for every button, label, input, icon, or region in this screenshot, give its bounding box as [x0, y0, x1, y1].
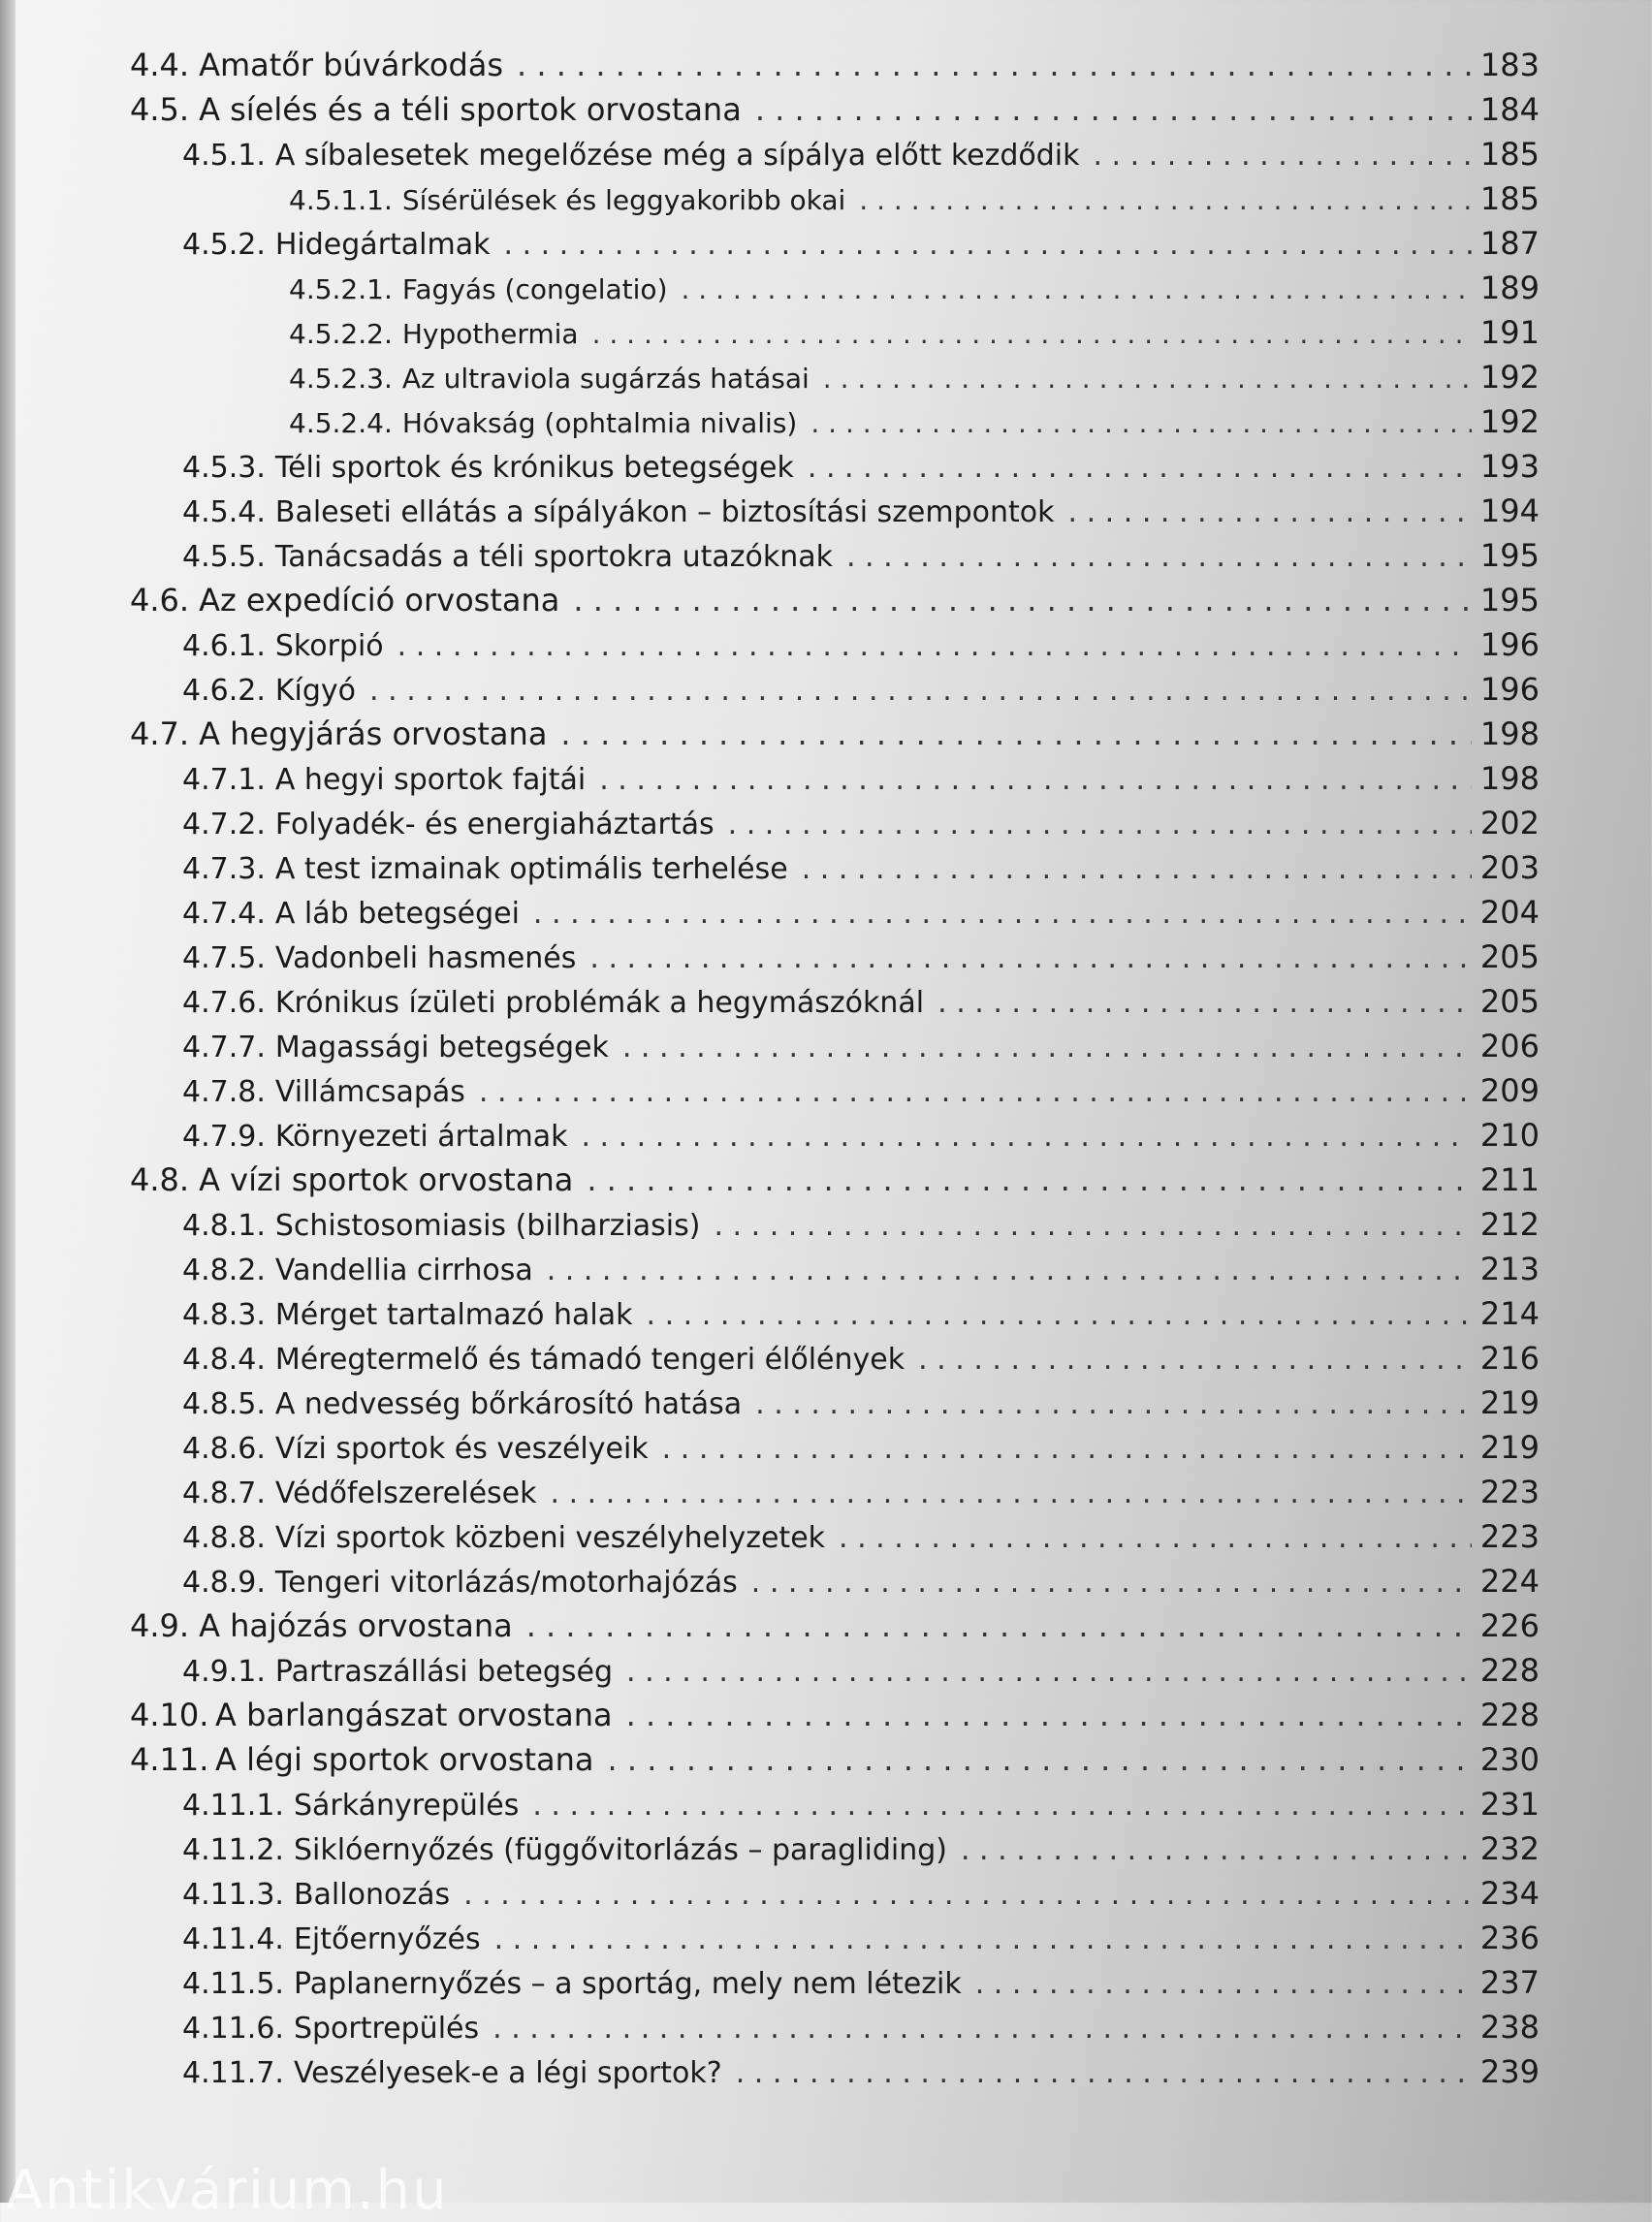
toc-entry	[0, 890, 1652, 935]
toc-entry-page: 232	[1479, 1830, 1540, 1867]
dot-leader	[463, 1878, 1472, 1912]
toc-entry	[0, 845, 1652, 890]
toc-entry-title: Siklóernyőzés (függővitorlázás – paragliding)	[293, 1833, 947, 1867]
toc-entry-number: 4.5.2.2.	[289, 318, 393, 350]
toc-entry-title: Baleseti ellátás a sípályákon – biztosítási szempontok	[274, 495, 1055, 529]
dot-leader	[526, 1607, 1472, 1644]
toc-entry-page: 210	[1479, 1117, 1540, 1154]
toc-entry-title: Magassági betegségek	[274, 1031, 609, 1064]
dot-leader	[626, 1697, 1472, 1733]
toc-entry-title: Téli sportok és krónikus betegségek	[274, 451, 794, 485]
dot-leader	[479, 1075, 1472, 1109]
toc-entry-page: 204	[1479, 894, 1540, 931]
toc-entry-number: 4.11.	[130, 1741, 209, 1778]
dot-leader	[755, 1387, 1472, 1421]
toc-entry	[0, 1291, 1652, 1336]
toc-entry-page: 185	[1479, 180, 1540, 217]
toc-entry-number: 4.5.1.	[182, 139, 266, 173]
toc-entry-page: 203	[1479, 849, 1540, 886]
toc-entry-title: A láb betegségei	[274, 897, 520, 931]
watermark-text: Antikvárium.hu	[6, 2159, 449, 2222]
dot-leader	[397, 629, 1472, 663]
dot-leader	[802, 852, 1472, 886]
toc-entry-number: 4.6.	[130, 582, 190, 619]
toc-entry-title: Hóvakság (ophtalmia nivalis)	[401, 407, 798, 439]
toc-entry-title: Méregtermelő és támadó tengeri élőlények	[274, 1343, 905, 1377]
dot-leader	[504, 228, 1473, 262]
toc-entry-page: 191	[1479, 314, 1540, 351]
toc-entry-number: 4.8.4.	[182, 1343, 266, 1377]
toc-entry-number: 4.11.7.	[182, 2056, 284, 2090]
toc-entry	[0, 266, 1652, 310]
toc-entry-page: 237	[1479, 1964, 1540, 2001]
dot-leader	[714, 1209, 1472, 1243]
dot-leader	[839, 1521, 1472, 1555]
toc-entry-title: A test izmainak optimális terhelése	[274, 852, 788, 886]
dot-leader	[533, 897, 1472, 931]
toc-entry-title: A hegyjárás orvostana	[199, 715, 548, 752]
toc-entry-title: A vízi sportok orvostana	[199, 1161, 574, 1198]
toc-entry	[0, 310, 1652, 355]
toc-entry-page: 219	[1479, 1384, 1540, 1421]
dot-leader	[587, 1161, 1472, 1198]
dot-leader	[918, 1343, 1472, 1377]
toc-entry-number: 4.11.6.	[182, 2012, 284, 2046]
toc-entry-number: 4.7.6.	[182, 986, 266, 1020]
dot-leader	[547, 1254, 1472, 1287]
toc-entry	[0, 1068, 1652, 1113]
toc-entry-page: 205	[1479, 983, 1540, 1020]
toc-entry	[0, 667, 1652, 712]
toc-entry	[0, 1737, 1652, 1782]
toc-entry-page: 198	[1479, 760, 1540, 797]
table-of-contents	[0, 43, 1652, 2094]
toc-entry-title: Az ultraviola sugárzás hatásai	[401, 363, 810, 395]
toc-entry	[0, 1158, 1652, 1202]
toc-entry-page: 183	[1479, 47, 1540, 83]
toc-entry-title: Kígyó	[274, 674, 357, 708]
dot-leader	[581, 1120, 1472, 1154]
toc-entry-number: 4.11.5.	[182, 1967, 284, 2001]
toc-entry	[0, 43, 1652, 87]
toc-entry	[0, 1826, 1652, 1871]
toc-entry	[0, 1336, 1652, 1381]
toc-entry-page: 214	[1479, 1295, 1540, 1332]
toc-entry-page: 239	[1479, 2053, 1540, 2090]
toc-entry-title: Tanácsadás a téli sportokra utazóknak	[274, 540, 833, 574]
dot-leader	[592, 318, 1472, 350]
toc-entry	[0, 622, 1652, 667]
toc-entry-title: Vadonbeli hasmenés	[274, 941, 577, 975]
toc-entry	[0, 935, 1652, 979]
toc-entry-page: 192	[1479, 359, 1540, 396]
toc-entry-page: 185	[1479, 136, 1540, 173]
toc-entry-title: Skorpió	[274, 629, 384, 663]
toc-entry	[0, 1782, 1652, 1826]
dot-leader	[494, 1922, 1472, 1956]
dot-leader	[937, 986, 1472, 1020]
toc-entry-number: 4.5.5.	[182, 540, 266, 574]
toc-entry-number: 4.8.	[130, 1161, 190, 1198]
toc-entry-number: 4.7.3.	[182, 852, 266, 886]
toc-entry-number: 4.7.5.	[182, 941, 266, 975]
dot-leader	[859, 184, 1472, 216]
dot-leader	[846, 540, 1472, 574]
dot-leader	[573, 582, 1472, 619]
toc-entry-title: Sárkányrepülés	[293, 1789, 520, 1823]
toc-entry-title: A hegyi sportok fajtái	[274, 763, 587, 797]
dot-leader	[599, 763, 1472, 797]
toc-entry-number: 4.8.6.	[182, 1432, 266, 1466]
dot-leader	[589, 941, 1472, 975]
toc-entry-page: 226	[1479, 1607, 1540, 1644]
toc-entry-title: Ejtőernyőzés	[293, 1922, 481, 1956]
toc-entry-page: 228	[1479, 1652, 1540, 1689]
toc-entry	[0, 712, 1652, 756]
toc-entry-number: 4.7.2.	[182, 808, 266, 841]
toc-entry-page: 234	[1479, 1875, 1540, 1912]
toc-entry-number: 4.9.1.	[182, 1655, 266, 1689]
toc-entry	[0, 1247, 1652, 1291]
toc-entry-title: Környezeti ártalmak	[274, 1120, 568, 1154]
toc-entry-title: A barlangászat orvostana	[215, 1697, 613, 1733]
toc-entry-page: 238	[1479, 2009, 1540, 2046]
toc-entry-page: 206	[1479, 1028, 1540, 1064]
toc-entry	[0, 355, 1652, 399]
toc-entry-number: 4.9.	[130, 1607, 190, 1644]
toc-entry	[0, 1603, 1652, 1648]
toc-entry-number: 4.5.1.1.	[289, 184, 393, 216]
toc-entry-page: 196	[1479, 626, 1540, 663]
toc-entry-title: Sísérülések és leggyakoribb okai	[401, 184, 846, 216]
toc-entry-title: Védőfelszerelések	[274, 1476, 537, 1510]
toc-entry	[0, 489, 1652, 533]
toc-entry	[0, 578, 1652, 622]
toc-entry	[0, 221, 1652, 266]
toc-entry-number: 4.11.3.	[182, 1878, 284, 1912]
toc-entry-number: 4.7.9.	[182, 1120, 266, 1154]
dot-leader	[662, 1432, 1472, 1466]
toc-entry-page: 224	[1479, 1563, 1540, 1600]
toc-entry-number: 4.5.3.	[182, 451, 266, 485]
toc-entry-page: 198	[1479, 715, 1540, 752]
dot-leader	[532, 1789, 1472, 1823]
toc-entry	[0, 1916, 1652, 1960]
toc-entry-page: 209	[1479, 1072, 1540, 1109]
toc-entry-number: 4.4.	[130, 47, 190, 83]
toc-entry-page: 205	[1479, 938, 1540, 975]
toc-entry-number: 4.11.4.	[182, 1922, 284, 1956]
toc-entry-page: 231	[1479, 1786, 1540, 1823]
toc-entry-number: 4.5.2.1.	[289, 273, 393, 305]
toc-entry	[0, 979, 1652, 1024]
dot-leader	[1068, 495, 1472, 529]
toc-entry-title: A síbalesetek megelőzése még a sípálya előtt kezdődik	[274, 139, 1080, 173]
toc-entry-number: 4.5.	[130, 91, 190, 128]
toc-entry-page: 230	[1479, 1741, 1540, 1778]
toc-entry-title: Ballonozás	[293, 1878, 451, 1912]
toc-entry-title: Mérget tartalmazó halak	[274, 1298, 633, 1332]
toc-entry-title: Schistosomiasis (bilharziasis)	[274, 1209, 701, 1243]
toc-entry-page: 236	[1479, 1920, 1540, 1956]
toc-entry-title: Krónikus ízületi problémák a hegymászóknál	[274, 986, 925, 1020]
toc-entry-page: 195	[1479, 582, 1540, 619]
toc-entry-number: 4.5.2.	[182, 228, 266, 262]
toc-entry-title: Hidegártalmak	[274, 228, 491, 262]
toc-entry-number: 4.7.1.	[182, 763, 266, 797]
toc-entry-number: 4.6.1.	[182, 629, 266, 663]
dot-leader	[517, 47, 1472, 83]
toc-entry-number: 4.8.1.	[182, 1209, 266, 1243]
toc-entry-number: 4.5.2.3.	[289, 363, 393, 395]
toc-entry-title: A síelés és a téli sportok orvostana	[199, 91, 742, 128]
toc-entry-number: 4.5.4.	[182, 495, 266, 529]
toc-entry-page: 219	[1479, 1429, 1540, 1466]
toc-entry	[0, 1024, 1652, 1068]
toc-entry-title: Veszélyesek-e a légi sportok?	[293, 2056, 722, 2090]
toc-entry-number: 4.7.	[130, 715, 190, 752]
toc-entry	[0, 1202, 1652, 1247]
toc-entry	[0, 399, 1652, 444]
toc-entry	[0, 2005, 1652, 2049]
toc-entry-number: 4.8.8.	[182, 1521, 266, 1555]
toc-entry-number: 4.5.2.4.	[289, 407, 393, 439]
toc-entry-page: 223	[1479, 1474, 1540, 1510]
toc-entry-number: 4.7.8.	[182, 1075, 266, 1109]
toc-entry-number: 4.11.2.	[182, 1833, 284, 1867]
toc-entry-title: Paplanernyőzés – a sportág, mely nem létezik	[293, 1967, 962, 2001]
toc-entry	[0, 1693, 1652, 1737]
dot-leader	[975, 1967, 1472, 2001]
toc-entry-number: 4.6.2.	[182, 674, 266, 708]
toc-entry-page: 228	[1479, 1697, 1540, 1733]
toc-entry-title: Sportrepülés	[293, 2012, 480, 2046]
toc-entry-page: 194	[1479, 492, 1540, 529]
toc-entry-number: 4.7.4.	[182, 897, 266, 931]
toc-entry-title: Vízi sportok közbeni veszélyhelyzetek	[274, 1521, 826, 1555]
dot-leader	[751, 1566, 1472, 1600]
toc-entry-number: 4.7.7.	[182, 1031, 266, 1064]
toc-entry-page: 187	[1479, 225, 1540, 262]
toc-entry	[0, 1960, 1652, 2005]
toc-entry-title: A légi sportok orvostana	[215, 1741, 594, 1778]
dot-leader	[551, 1476, 1473, 1510]
toc-entry-title: Hypothermia	[401, 318, 579, 350]
toc-entry-title: Folyadék- és energiaháztartás	[274, 808, 715, 841]
toc-entry-page: 223	[1479, 1518, 1540, 1555]
dot-leader	[492, 2012, 1472, 2046]
toc-entry	[0, 87, 1652, 132]
dot-leader	[810, 407, 1472, 439]
toc-entry-number: 4.11.1.	[182, 1789, 284, 1823]
toc-entry	[0, 1470, 1652, 1514]
dot-leader	[755, 91, 1472, 128]
dot-leader	[823, 363, 1472, 395]
toc-entry	[0, 1648, 1652, 1693]
toc-entry	[0, 1871, 1652, 1916]
toc-entry	[0, 801, 1652, 845]
toc-entry-title: Fagyás (congelatio)	[401, 273, 668, 305]
toc-entry-page: 189	[1479, 270, 1540, 306]
dot-leader	[626, 1655, 1472, 1689]
toc-entry-number: 4.8.3.	[182, 1298, 266, 1332]
toc-entry	[0, 2049, 1652, 2094]
toc-entry-number: 4.8.2.	[182, 1254, 266, 1287]
toc-entry-title: Vízi sportok és veszélyeik	[274, 1432, 649, 1466]
dot-leader	[808, 451, 1472, 485]
toc-entry	[0, 1514, 1652, 1559]
toc-entry	[0, 1113, 1652, 1158]
dot-leader	[728, 808, 1472, 841]
toc-entry	[0, 533, 1652, 578]
toc-entry-page: 196	[1479, 671, 1540, 708]
dot-leader	[622, 1031, 1472, 1064]
toc-entry-title: Tengeri vitorlázás/motorhajózás	[274, 1566, 738, 1600]
toc-entry-page: 211	[1479, 1161, 1540, 1198]
dot-leader	[961, 1833, 1472, 1867]
toc-entry-title: Vandellia cirrhosa	[274, 1254, 533, 1287]
toc-entry	[0, 1381, 1652, 1425]
dot-leader	[736, 2056, 1472, 2090]
dot-leader	[369, 674, 1472, 708]
toc-entry-title: A hajózás orvostana	[199, 1607, 513, 1644]
dot-leader	[1093, 139, 1472, 173]
dot-leader	[682, 273, 1473, 305]
toc-entry	[0, 1425, 1652, 1470]
toc-entry	[0, 176, 1652, 221]
toc-entry-page: 212	[1479, 1206, 1540, 1243]
toc-entry-number: 4.10.	[130, 1697, 209, 1733]
dot-leader	[560, 715, 1472, 752]
toc-entry-page: 202	[1479, 805, 1540, 841]
toc-entry-title: Partraszállási betegség	[274, 1655, 614, 1689]
toc-entry-page: 184	[1479, 91, 1540, 128]
toc-entry-title: A nedvesség bőrkárosító hatása	[274, 1387, 743, 1421]
toc-entry-page: 216	[1479, 1340, 1540, 1377]
toc-entry-page: 195	[1479, 537, 1540, 574]
toc-entry	[0, 1559, 1652, 1603]
toc-entry	[0, 444, 1652, 489]
toc-entry	[0, 132, 1652, 176]
toc-entry-number: 4.8.5.	[182, 1387, 266, 1421]
toc-entry-page: 193	[1479, 448, 1540, 485]
dot-leader	[647, 1298, 1472, 1332]
dot-leader	[608, 1741, 1472, 1778]
toc-entry-title: Az expedíció orvostana	[199, 582, 560, 619]
toc-entry-title: Amatőr búvárkodás	[199, 47, 504, 83]
toc-entry-page: 192	[1479, 403, 1540, 440]
toc-entry-number: 4.8.9.	[182, 1566, 266, 1600]
toc-entry-number: 4.8.7.	[182, 1476, 266, 1510]
toc-entry-title: Villámcsapás	[274, 1075, 465, 1109]
toc-entry	[0, 756, 1652, 801]
toc-entry-page: 213	[1479, 1251, 1540, 1287]
